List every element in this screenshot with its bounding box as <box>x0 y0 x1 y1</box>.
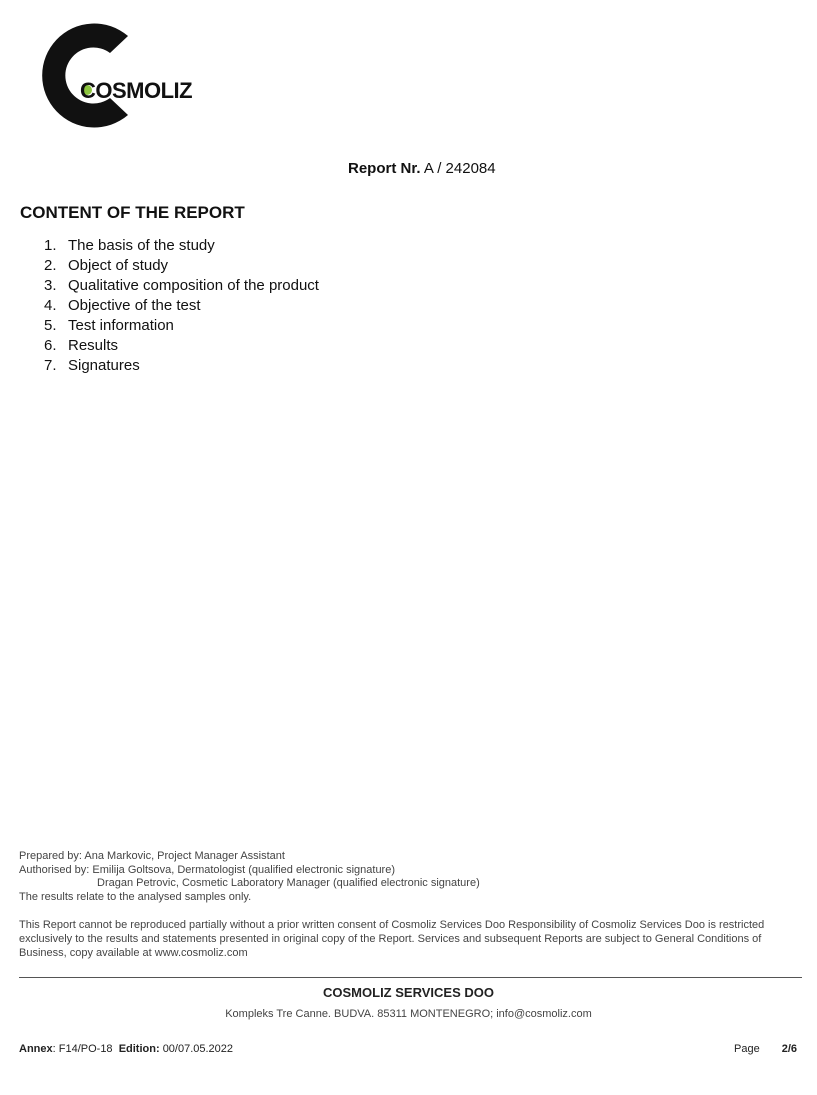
toc-item: 2. Object of study <box>44 257 169 274</box>
report-number-value: A / 242084 <box>423 160 496 177</box>
report-meta <box>19 850 480 904</box>
logo-wordmark: COSMOLIZ <box>80 78 193 103</box>
prepared-by: Prepared by: Ana Markovic, Project Manager Assistant <box>19 850 285 862</box>
footer-address: Kompleks Tre Canne. BUDVA. 85311 MONTENEGRO; info@cosmoliz.com <box>225 1008 592 1020</box>
page-number: 2/6 <box>781 1043 797 1055</box>
annex-value: F14/PO-18 <box>58 1043 113 1055</box>
toc-item: 6. Results <box>44 337 119 354</box>
company-logo <box>30 18 230 133</box>
footer-divider <box>19 977 802 978</box>
authorised-by-second: Dragan Petrovic, Cosmetic Laboratory Manager (qualified electronic signature) <box>97 877 480 889</box>
toc-item: 7. Signatures <box>44 357 140 374</box>
toc-item: 4. Objective of the test <box>44 297 201 314</box>
report-number <box>348 160 496 177</box>
table-of-contents <box>44 236 319 376</box>
toc-item: 3. Qualitative composition of the product <box>44 277 319 294</box>
page-label: Page <box>734 1043 760 1055</box>
disclaimer: This Report cannot be reproduced partially without a prior written consent of Cosmoliz Services Doo Responsibility of Cosmoliz Services Doo is restricted exclusively to the results and statements presented in original copy of the Report. Services and subsequent Reports are subject to General Conditions of Business, copy available at www.cosmoliz.com <box>19 919 765 959</box>
content-title: CONTENT OF THE REPORT <box>20 203 245 222</box>
authorised-by: Authorised by: Emilija Goltsova, Dermatologist (qualified electronic signature) <box>19 863 396 876</box>
annex-label: Annex <box>19 1043 53 1055</box>
toc-item: 1. The basis of the study <box>44 237 215 254</box>
edition-label: Edition: <box>118 1043 160 1055</box>
results-note: The results relate to the analysed samples only. <box>19 890 252 903</box>
footer-company: COSMOLIZ SERVICES DOO <box>323 985 494 1000</box>
logo-c-mark <box>30 18 140 133</box>
annex-info: Annex: F14/PO-18 Edition: 00/07.05.2022 <box>19 1043 234 1055</box>
page-indicator <box>734 1043 797 1055</box>
report-number-label: Report Nr. <box>348 160 421 177</box>
toc-item: 5. Test information <box>44 317 174 334</box>
edition-value: 00/07.05.2022 <box>162 1043 234 1055</box>
